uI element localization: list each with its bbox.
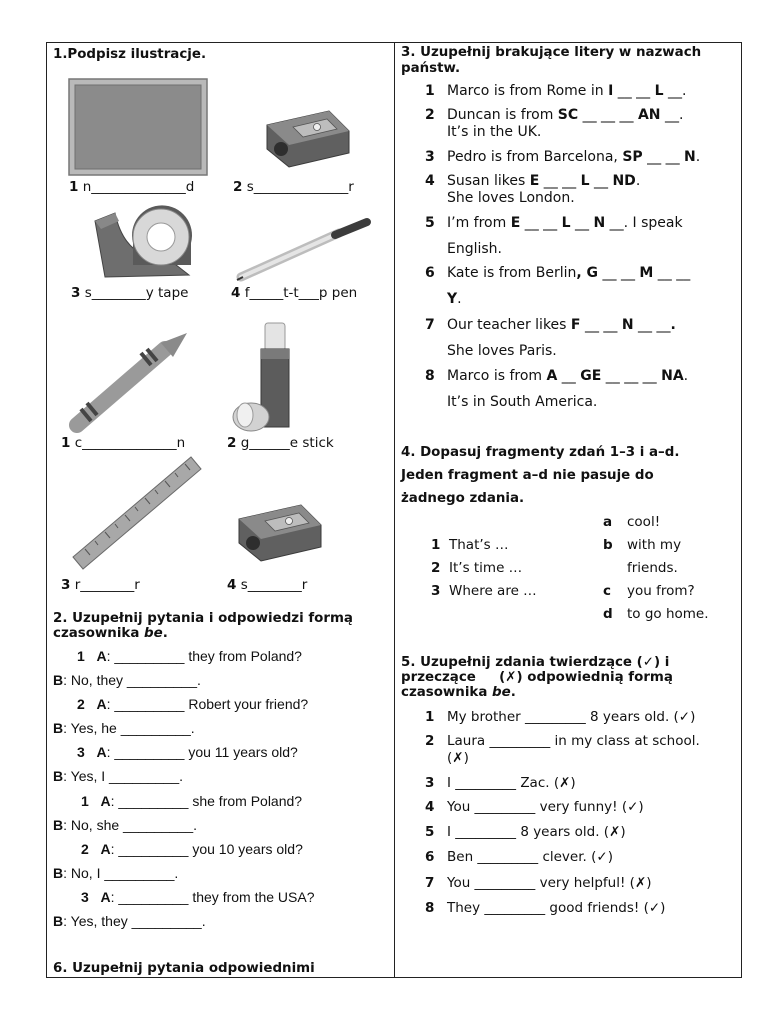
match-left-1: 1 That’s … <box>431 537 509 553</box>
a4-line: B: No, she _________. <box>53 817 198 833</box>
sec5-item-number: 8 <box>425 900 435 916</box>
sec3-item-number: 6 <box>425 265 435 281</box>
sec3-item-line: Y. <box>447 291 462 307</box>
sec3-item-line: Susan likes E __ __ L __ ND. <box>447 173 641 189</box>
section-5-heading-line1: 5. Uzupełnij zdania twierdzące (✓) i <box>401 655 670 670</box>
section-1-heading: 1.Podpisz ilustracje. <box>53 47 207 62</box>
sec5-item-number: 1 <box>425 709 435 725</box>
sec3-item-number: 4 <box>425 173 435 189</box>
sharpener-icon <box>259 105 353 171</box>
section-2-heading-line2: czasownika be. <box>53 626 168 641</box>
sec5-item-number: 6 <box>425 849 435 865</box>
tape-dispenser-icon <box>85 203 197 285</box>
label-3: 3 s________y tape <box>71 285 189 301</box>
sec3-item-number: 8 <box>425 368 435 384</box>
sec3-item-number: 3 <box>425 149 435 165</box>
sec3-item-line: She loves London. <box>447 190 575 206</box>
ruler-icon <box>71 455 203 573</box>
match-right-a: a cool! <box>603 514 661 530</box>
section-3-heading-line2: państw. <box>401 61 461 76</box>
sec3-item-number: 1 <box>425 83 435 99</box>
q6-line: 3 A: _________ they from the USA? <box>81 889 315 905</box>
sec3-item-line: It’s in South America. <box>447 394 598 410</box>
glue-stick-icon <box>229 319 297 437</box>
sec3-item-line: Duncan is from SC __ __ __ AN __. <box>447 107 684 123</box>
q2-line: 2 A: _________ Robert your friend? <box>77 696 309 712</box>
label-1: 1 n______________d <box>69 179 195 195</box>
sec5-item-line: Laura _________ in my class at school. <box>447 733 700 749</box>
sec5-item-line: Ben _________ clever. (✓) <box>447 849 613 865</box>
match-right-c: c you from? <box>603 583 695 599</box>
sec3-item-line: It’s in the UK. <box>447 124 542 140</box>
section-4-heading-line2: Jeden fragment a–d nie pasuje do <box>401 468 654 483</box>
match-right-d: d to go home. <box>603 606 709 622</box>
match-left-2: 2 It’s time … <box>431 560 523 576</box>
a6-line: B: Yes, they _________. <box>53 913 206 929</box>
label-4: 4 f_____t-t___p pen <box>231 285 358 301</box>
sec5-item-number: 7 <box>425 875 435 891</box>
section-4-heading-line1: 4. Dopasuj fragmenty zdań 1–3 i a–d. <box>401 445 680 460</box>
match-right-b-cont: friends. <box>627 560 678 576</box>
section-4-heading-line3: żadnego zdania. <box>401 491 525 506</box>
section-6-heading: 6. Uzupełnij pytania odpowiednimi <box>53 961 315 976</box>
section-5-heading-line2: przeczące (✗) odpowiednią formą <box>401 670 673 685</box>
label-8: 4 s________r <box>227 577 308 593</box>
label-6: 2 g______e stick <box>227 435 334 451</box>
a5-line: B: No, I _________. <box>53 865 179 881</box>
sec5-item-number: 4 <box>425 799 435 815</box>
sec5-item-line: You _________ very helpful! (✗) <box>447 875 652 891</box>
sec3-item-number: 2 <box>425 107 435 123</box>
sec5-item-line: You _________ very funny! (✓) <box>447 799 644 815</box>
a1-line: B: No, they _________. <box>53 672 201 688</box>
sec3-item-line: Our teacher likes F __ __ N __ __. <box>447 317 676 333</box>
sec3-item-number: 5 <box>425 215 435 231</box>
q4-line: 1 A: _________ she from Poland? <box>81 793 303 809</box>
column-divider <box>394 43 395 977</box>
sec3-item-number: 7 <box>425 317 435 333</box>
sec3-item-line: Marco is from A __ GE __ __ __ NA. <box>447 368 689 384</box>
section-5-heading-line3: czasownika be. <box>401 685 516 700</box>
sec3-item-line: Kate is from Berlin, G __ __ M __ __ <box>447 265 691 281</box>
crayon-icon <box>69 335 191 433</box>
q3-line: 3 A: _________ you 11 years old? <box>77 744 298 760</box>
worksheet <box>46 42 742 978</box>
label-2: 2 s______________r <box>233 179 354 195</box>
sec3-item-line: I’m from E __ __ L __ N __. I speak <box>447 215 683 231</box>
section-2-heading-line1: 2. Uzupełnij pytania i odpowiedzi formą <box>53 611 353 626</box>
section-3-heading-line1: 3. Uzupełnij brakujące litery w nazwach <box>401 45 702 60</box>
noticeboard-icon <box>69 79 209 177</box>
q5-line: 2 A: _________ you 10 years old? <box>81 841 303 857</box>
sharpener-icon <box>231 499 325 565</box>
sec5-item-line: I _________ Zac. (✗) <box>447 775 576 791</box>
a3-line: B: Yes, I _________. <box>53 768 184 784</box>
sec3-item-line: English. <box>447 241 503 257</box>
q1-line: 1 A: _________ they from Poland? <box>77 648 302 664</box>
sec5-item-number: 5 <box>425 824 435 840</box>
sec3-item-line: She loves Paris. <box>447 343 557 359</box>
sec5-item-line: (✗) <box>447 750 469 766</box>
sec5-item-line: They _________ good friends! (✓) <box>447 900 666 916</box>
sec3-item-line: Marco is from Rome in I __ __ L __. <box>447 83 687 99</box>
sec3-item-line: Pedro is from Barcelona, SP __ __ N. <box>447 149 701 165</box>
sec5-item-line: I _________ 8 years old. (✗) <box>447 824 626 840</box>
match-left-3: 3 Where are … <box>431 583 537 599</box>
sec5-item-number: 2 <box>425 733 435 749</box>
felt-tip-pen-icon <box>235 219 373 283</box>
label-7: 3 r________r <box>61 577 140 593</box>
a2-line: B: Yes, he _________. <box>53 720 195 736</box>
sec5-item-number: 3 <box>425 775 435 791</box>
match-right-b: b with my <box>603 537 682 553</box>
label-5: 1 c______________n <box>61 435 186 451</box>
sec5-item-line: My brother _________ 8 years old. (✓) <box>447 709 696 725</box>
